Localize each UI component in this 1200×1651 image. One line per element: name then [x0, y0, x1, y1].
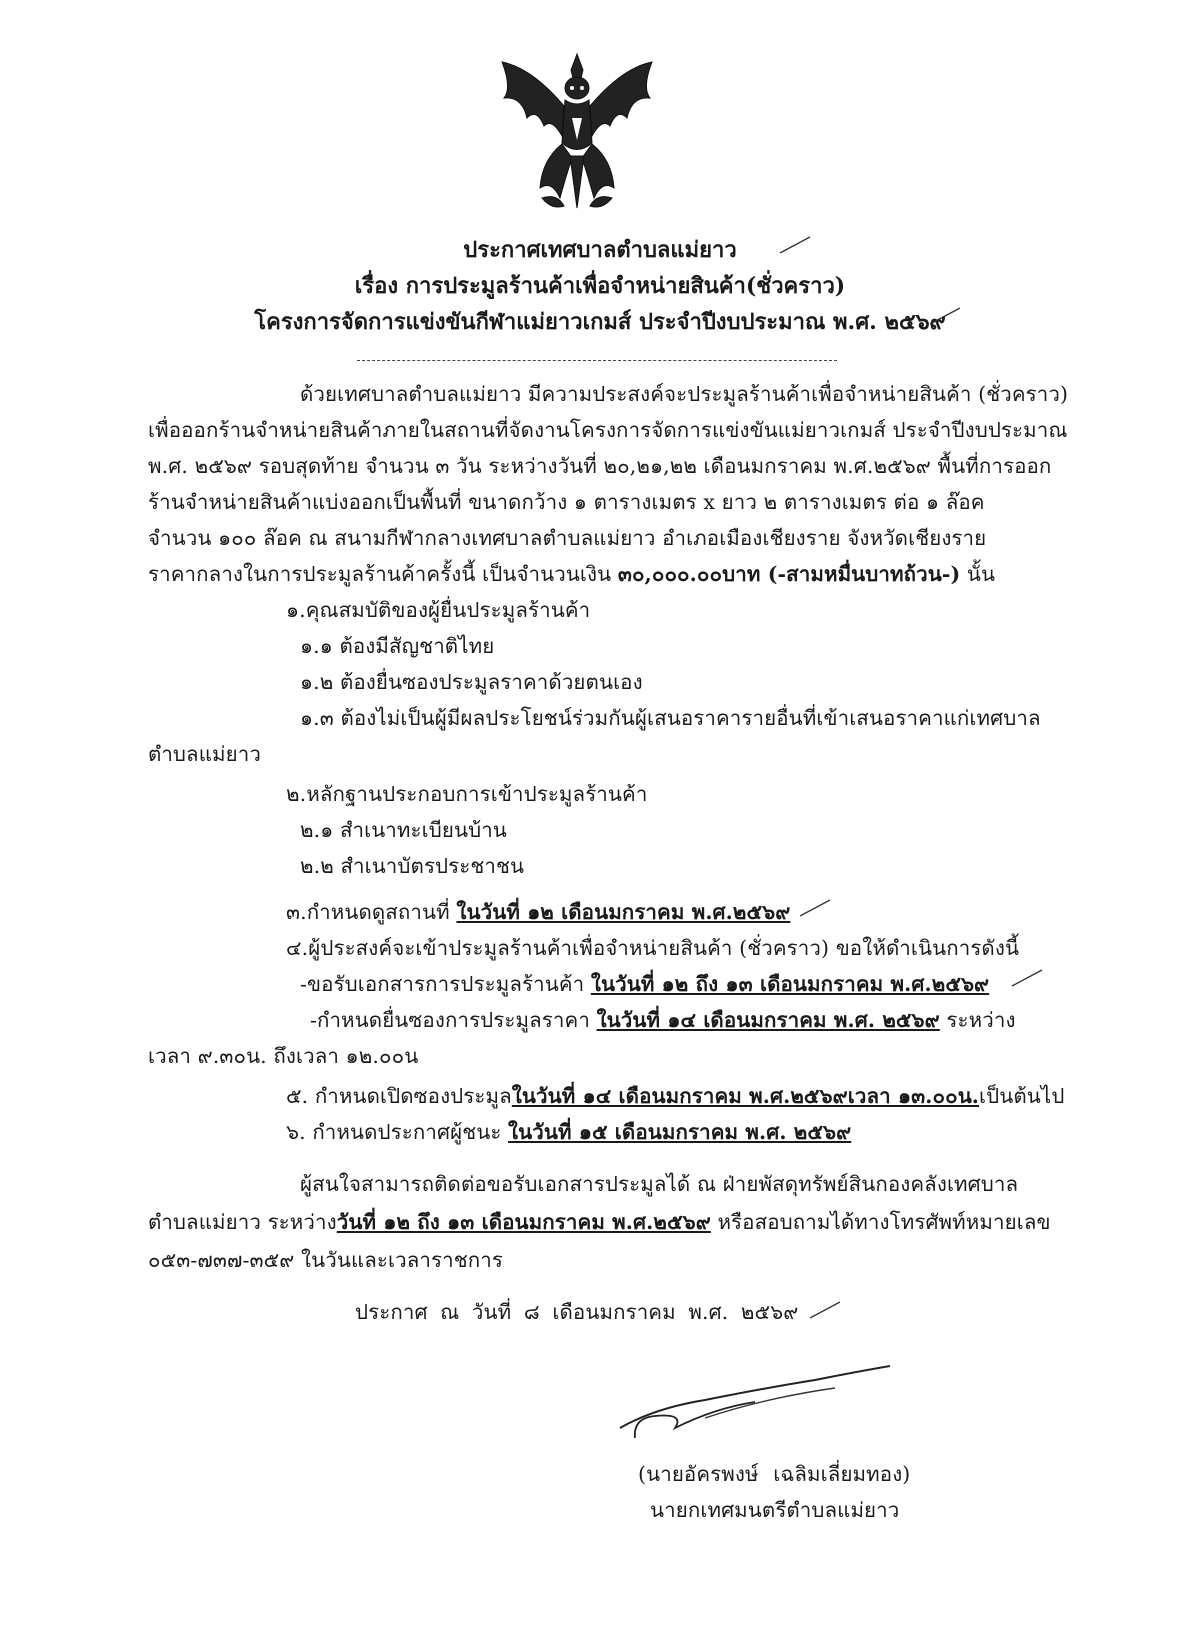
contact-line-1: ผู้สนใจสามารถติดต่อขอรับเอกสารประมูลได้ ณ ฝ่ายพัสดุทรัพย์สินกองคลังเทศบาล: [300, 1172, 1019, 1196]
section-4-row-1-label: -ขอรับเอกสารการประมูลร้านค้า: [300, 972, 591, 996]
section-5-date: ในวันที่ ๑๔ เดือนมกราคม พ.ศ.๒๕๖๙เวลา ๑๓.๐๐น.: [511, 1084, 980, 1108]
intro-price-suffix: นั้น: [960, 562, 996, 586]
intro-line-4: ร้านจำหน่ายสินค้าแบ่งออกเป็นพื้นที่ ขนาดกว้าง ๑ ตารางเมตร x ยาว ๒ ตารางเมตร ต่อ ๑ ล๊อค: [148, 490, 985, 514]
intro-price-amount: ๓๐,๐๐๐.๐๐บาท (-สามหมื่นบาทถ้วน-): [617, 562, 961, 586]
header-subject: เรื่อง การประมูลร้านค้าเพื่อจำหน่ายสินค้า(ชั่วคราว): [354, 273, 846, 299]
intro-line-2: เพื่อออกร้านจำหน่ายสินค้าภายในสถานที่จัดงานโครงการจัดการแข่งขันแม่ยาวเกมส์ ประจำปีงบประมาณ: [148, 418, 1068, 442]
section-5-suffix: เป็นต้นไป: [979, 1084, 1065, 1108]
section-1-title: ๑.คุณสมบัติของผู้ยื่นประมูลร้านค้า: [286, 598, 591, 622]
section-6-label: ๖. กำหนดประกาศผู้ชนะ: [286, 1120, 509, 1144]
contact-phone-line: ๐๕๓-๗๓๗-๓๕๙ ในวันและเวลาราชการ: [148, 1248, 503, 1272]
section-4-row-2-label: -กำหนดยื่นซองการประมูลราคา: [310, 1008, 597, 1032]
garuda-emblem-icon: [482, 48, 672, 218]
announcement-date: ประกาศ ณ วันที่ ๘ เดือนมกราคม พ.ศ. ๒๕๖๙: [355, 1300, 799, 1324]
section-4-title: ๔.ผู้ประสงค์จะเข้าประมูลร้านค้าเพื่อจำหน่ายสินค้า (ชั่วคราว) ขอให้ดำเนินการดังนี้: [286, 936, 1020, 960]
header-organization: ประกาศเทศบาลตำบลแม่ยาว: [463, 237, 737, 263]
check-mark-icon: [798, 898, 832, 918]
section-4-row-1-date: ในวันที่ ๑๒ ถึง ๑๓ เดือนมกราคม พ.ศ.๒๕๖๙: [590, 972, 990, 996]
signatory-name: (นายอัครพงษ์ เฉลิมเลี่ยมทอง): [638, 1462, 911, 1486]
section-5-label: ๕. กำหนดเปิดซองประมูล: [286, 1084, 512, 1108]
section-1-item-3-cont: ตำบลแม่ยาว: [148, 742, 261, 766]
signature-icon: [615, 1358, 895, 1443]
section-4-row-2-suffix: ระหว่าง: [939, 1008, 1016, 1032]
section-4-row-2: [310, 1004, 1016, 1037]
check-mark-icon: [808, 1300, 842, 1320]
section-2-title: ๒.หลักฐานประกอบการเข้าประมูลร้านค้า: [286, 782, 648, 806]
section-6-date: ในวันที่ ๑๕ เดือนมกราคม พ.ศ. ๒๕๖๙: [508, 1120, 852, 1144]
section-1-item-3: ๑.๓ ต้องไม่เป็นผู้มีผลประโยชน์ร่วมกันผู้เสนอราคารายอื่นที่เข้าเสนอราคาแก่เทศบาล: [300, 706, 1041, 730]
section-2-item-2: ๒.๒ สำเนาบัตรประชาชน: [300, 854, 525, 878]
section-3-date: ในวันที่ ๑๒ เดือนมกราคม พ.ศ.๒๕๖๙: [456, 900, 791, 924]
section-3-line: [286, 896, 790, 929]
section-4-row-2-date: ในวันที่ ๑๔ เดือนมกราคม พ.ศ. ๒๕๖๙: [596, 1008, 940, 1032]
header-divider: [357, 360, 837, 361]
signatory-position: นายกเทศมนตรีตำบลแม่ยาว: [650, 1498, 900, 1522]
check-mark-icon: [778, 235, 812, 255]
header-project: โครงการจัดการแข่งขันกีฬาแม่ยาวเกมส์ ประจำปีงบประมาณ พ.ศ. ๒๕๖๙: [254, 309, 946, 335]
section-2-item-1: ๒.๑ สำเนาทะเบียนบ้าน: [300, 818, 507, 842]
contact-line-2-suffix: หรือสอบถามได้ทางโทรศัพท์หมายเลข: [710, 1210, 1051, 1234]
intro-line-1: ด้วยเทศบาลตำบลแม่ยาว มีความประสงค์จะประมูลร้านค้าเพื่อจำหน่ายสินค้า (ชั่วคราว): [300, 382, 1069, 406]
section-5-line: [286, 1080, 1064, 1113]
section-6-line: [286, 1116, 851, 1149]
intro-line-6: [148, 558, 995, 591]
check-mark-icon: [1010, 968, 1044, 988]
contact-line-2-prefix: ตำบลแม่ยาว ระหว่าง: [148, 1210, 337, 1234]
intro-price-prefix: ราคากลางในการประมูลร้านค้าครั้งนี้ เป็นจำนวนเงิน: [148, 562, 618, 586]
section-1-item-1: ๑.๑ ต้องมีสัญชาติไทย: [300, 634, 495, 658]
intro-line-3: พ.ศ. ๒๕๖๙ รอบสุดท้าย จำนวน ๓ วัน ระหว่างวันที่ ๒๐,๒๑,๒๒ เดือนมกราคม พ.ศ.๒๕๖๙ พื้นที่การออก: [148, 454, 1052, 478]
section-4-row-1: [300, 968, 989, 1001]
section-3-label: ๓.กำหนดดูสถานที่: [286, 900, 457, 924]
section-4-row-2-time: เวลา ๙.๓๐น. ถึงเวลา ๑๒.๐๐น: [148, 1044, 419, 1068]
intro-line-5: จำนวน ๑๐๐ ล๊อค ณ สนามกีฬากลางเทศบาลตำบลแม่ยาว อำเภอเมืองเชียงราย จังหวัดเชียงราย: [148, 526, 987, 550]
contact-line-2: [148, 1206, 1051, 1239]
check-mark-icon: [928, 306, 962, 326]
contact-dates: วันที่ ๑๒ ถึง ๑๓ เดือนมกราคม พ.ศ.๒๕๖๙: [336, 1210, 711, 1234]
section-1-item-2: ๑.๒ ต้องยื่นซองประมูลราคาด้วยตนเอง: [300, 670, 643, 694]
